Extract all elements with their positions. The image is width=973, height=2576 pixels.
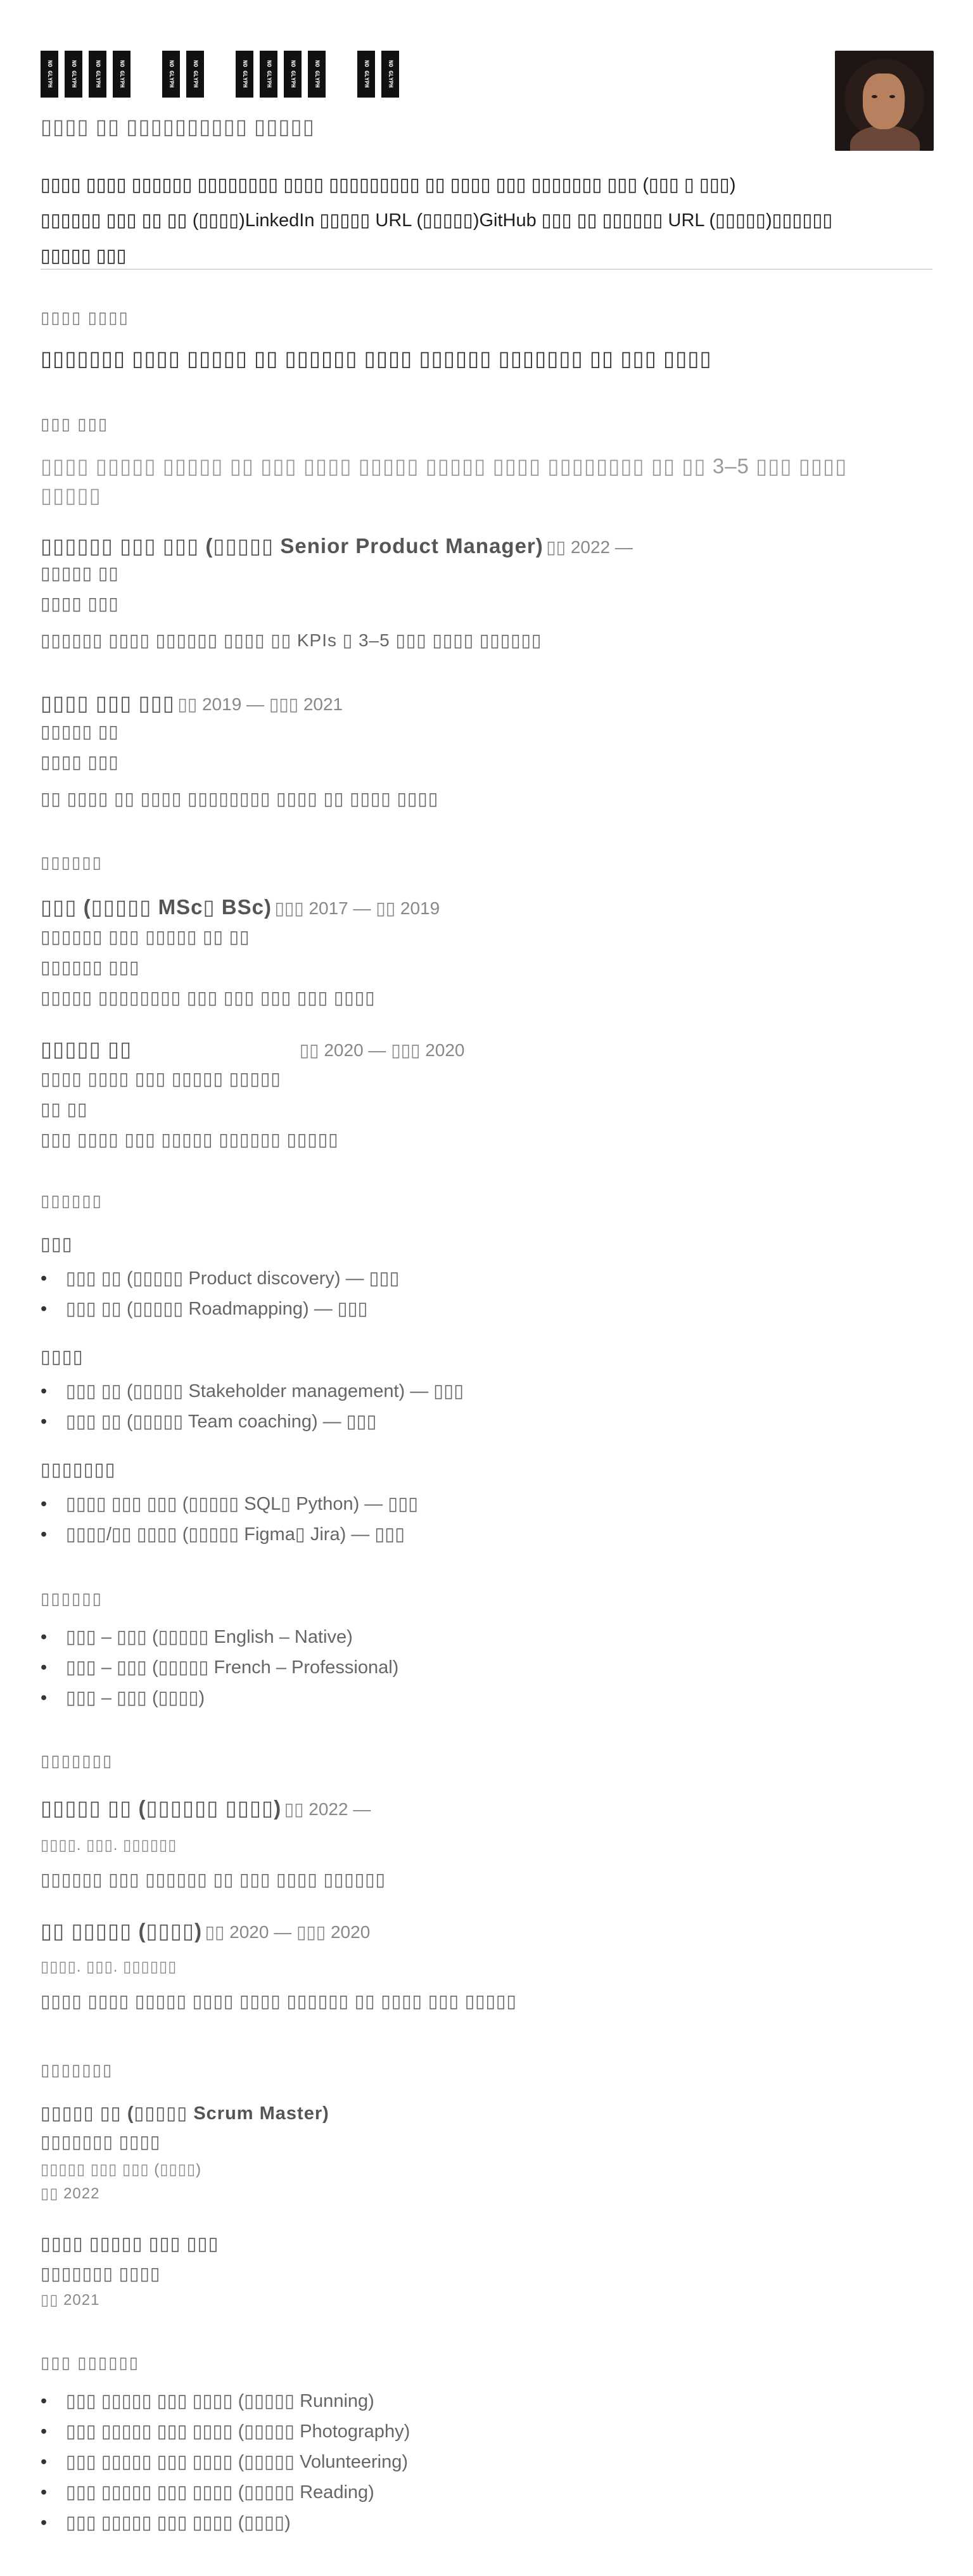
education-location: ▯▯ ▯▯ <box>41 1099 88 1119</box>
job-heading <box>41 533 633 558</box>
summary-text: ▯▯▯▯▯▯▯ ▯▯▯▯ ▯▯▯▯▯ ▯▯ ▯▯▯▯▯▯ ▯▯▯▯ ▯▯▯▯▯▯ ▯▯▯▯▯▯▯ ▯▯ ▯▯▯ ▯▯▯▯ <box>41 347 712 370</box>
name-glyph: NO GLYPH <box>381 51 399 98</box>
volunteer-heading-row <box>41 1918 370 1943</box>
name-glyph: NO GLYPH <box>41 51 58 98</box>
interest-item: • ▯▯▯ ▯▯▯▯▯ ▯▯▯ ▯▯▯▯ (▯▯▯▯▯ Running) <box>66 2386 410 2416</box>
skill-item: • ▯▯▯▯ ▯▯▯ ▯▯▯ (▯▯▯▯▯ SQL▯ Python) — ▯▯▯ <box>66 1489 418 1519</box>
volunteer-title: ▯▯▯▯▯ ▯▯ (▯▯▯▯▯▯ ▯▯▯▯) <box>41 1796 282 1820</box>
certificates-heading: ▯▯▯▯▯▯▯ <box>41 2060 113 2079</box>
volunteer-heading: ▯▯▯▯▯▯▯ <box>41 1751 113 1770</box>
job-subtitle: ▯▯▯▯ ▯▯ ▯▯▯▯▯▯▯▯▯▯ ▯▯▯▯▯ <box>41 115 315 138</box>
contact-block <box>41 167 927 274</box>
interest-item: • ▯▯▯ ▯▯▯▯▯ ▯▯▯ ▯▯▯▯ (▯▯▯▯▯ Photography) <box>66 2416 410 2447</box>
education-description: ▯▯▯▯▯ ▯▯▯▯▯▯▯▯ ▯▯▯ ▯▯▯ ▯▯▯ ▯▯▯ ▯▯▯▯ <box>41 988 376 1007</box>
interest-item: • ▯▯▯ ▯▯▯▯▯ ▯▯▯ ▯▯▯▯ (▯▯▯▯) <box>66 2508 410 2538</box>
skill-list <box>66 1263 400 1324</box>
job-heading <box>41 691 343 715</box>
job-title: ▯▯▯▯▯▯ ▯▯▯ ▯▯▯ (▯▯▯▯▯ Senior Product Manager) <box>41 534 544 558</box>
skill-group-name: ▯▯▯▯▯▯▯ <box>41 1460 116 1480</box>
volunteer-org: ▯▯▯▯. ▯▯▯. ▯▯▯▯▯▯ <box>41 1837 177 1854</box>
skill-item: • ▯▯▯▯/▯▯ ▯▯▯▯ (▯▯▯▯▯ Figma▯ Jira) — ▯▯▯ <box>66 1519 418 1550</box>
name-space <box>332 51 351 98</box>
contact-line: ▯▯▯▯▯ ▯▯▯ <box>41 246 127 266</box>
education-school: ▯▯▯▯ ▯▯▯▯ ▯▯▯ ▯▯▯▯▯ ▯▯▯▯▯ <box>41 1069 281 1088</box>
summary-heading: ▯▯▯▯ ▯▯▯▯ <box>41 308 129 327</box>
skill-item: • ▯▯▯ ▯▯ (▯▯▯▯▯ Team coaching) — ▯▯▯ <box>66 1406 464 1437</box>
volunteer-date: ▯▯ 2020 — ▯▯▯ 2020 <box>205 1922 371 1942</box>
photo-shoulders <box>850 125 920 151</box>
job-date: ▯▯ 2019 — ▯▯▯ 2021 <box>177 694 343 714</box>
education-heading: ▯▯▯▯▯▯ <box>41 853 103 872</box>
photo-eye <box>889 95 895 98</box>
photo-face <box>863 73 905 129</box>
interests-heading: ▯▯▯ ▯▯▯▯▯▯ <box>41 2353 139 2372</box>
name-glyph: NO GLYPH <box>357 51 375 98</box>
name-glyph: NO GLYPH <box>186 51 204 98</box>
header-divider <box>41 269 932 270</box>
job-company: ▯▯▯▯▯ ▯▯ <box>41 563 119 583</box>
skill-group-name: ▯▯▯ <box>41 1234 73 1254</box>
volunteer-org: ▯▯▯▯. ▯▯▯. ▯▯▯▯▯▯ <box>41 1958 177 1975</box>
skill-group-name: ▯▯▯▯ <box>41 1347 84 1367</box>
education-date: ▯▯▯ 2017 — ▯▯ 2019 <box>274 898 440 918</box>
name-glyph: NO GLYPH <box>65 51 82 98</box>
name-glyph: NO GLYPH <box>113 51 130 98</box>
education-date: ▯▯ 2020 — ▯▯▯ 2020 <box>299 1040 465 1060</box>
certificate-note: ▯▯▯▯▯ ▯▯▯ ▯▯▯ (▯▯▯▯) <box>41 2161 202 2178</box>
job-title: ▯▯▯▯ ▯▯▯ ▯▯▯ <box>41 691 175 715</box>
job-date: ▯▯ 2022 — <box>546 537 633 557</box>
language-item: • ▯▯▯ – ▯▯▯ (▯▯▯▯▯ English – Native) <box>66 1622 398 1652</box>
volunteer-description: ▯▯▯▯▯▯ ▯▯▯ ▯▯▯▯▯▯ ▯▯ ▯▯▯ ▯▯▯▯ ▯▯▯▯▯▯ <box>41 1870 386 1889</box>
education-title: ▯▯▯▯▯ ▯▯ <box>41 1037 132 1061</box>
certificate-title: ▯▯▯▯▯ ▯▯ (▯▯▯▯▯ Scrum Master) <box>41 2103 329 2124</box>
name-glyph: NO GLYPH <box>162 51 180 98</box>
education-school: ▯▯▯▯▯▯ ▯▯▯ ▯▯▯▯▯ ▯▯ ▯▯ <box>41 927 250 947</box>
skill-item: • ▯▯▯ ▯▯ (▯▯▯▯▯ Product discovery) — ▯▯▯ <box>66 1263 400 1294</box>
volunteer-description: ▯▯▯▯ ▯▯▯▯ ▯▯▯▯▯ ▯▯▯▯ ▯▯▯▯ ▯▯▯▯▯▯ ▯▯ ▯▯▯▯ ▯▯▯ ▯▯▯▯▯ <box>41 1991 517 2011</box>
job-description: ▯▯▯▯▯▯ ▯▯▯▯ ▯▯▯▯▯▯ ▯▯▯▯ ▯▯ KPIs ▯ 3–5 ▯▯▯ ▯▯▯▯ ▯▯▯▯▯▯ <box>41 630 542 650</box>
skill-item: • ▯▯▯ ▯▯ (▯▯▯▯▯ Roadmapping) — ▯▯▯ <box>66 1294 400 1324</box>
volunteer-date: ▯▯ 2022 — <box>284 1799 371 1819</box>
name-glyph: NO GLYPH <box>308 51 326 98</box>
name-glyph: NO GLYPH <box>236 51 253 98</box>
education-title: ▯▯▯ (▯▯▯▯▯ MSc▯ BSc) <box>41 895 272 919</box>
contact-line: ▯▯▯▯ ▯▯▯▯ ▯▯▯▯▯▯ ▯▯▯▯▯▯▯▯ ▯▯▯▯ ▯▯▯▯▯▯▯▯▯ ▯▯ ▯▯▯▯ ▯▯▯ ▯▯▯▯▯▯▯ ▯▯▯ (▯▯▯ ▯ ▯▯▯) <box>41 175 736 195</box>
education-heading-row <box>41 1036 465 1061</box>
profile-photo <box>835 51 934 151</box>
name-title <box>41 51 399 98</box>
certificate-date: ▯▯ 2021 <box>41 2292 100 2309</box>
education-heading-row <box>41 895 440 919</box>
photo-eye <box>872 95 877 98</box>
name-space <box>210 51 229 98</box>
name-glyph: NO GLYPH <box>284 51 302 98</box>
skill-list <box>66 1489 418 1550</box>
experience-intro: ▯▯▯▯ ▯▯▯▯▯ ▯▯▯▯▯ ▯▯ ▯▯▯ ▯▯▯▯ ▯▯▯▯▯ ▯▯▯▯▯ ▯▯▯▯ ▯▯▯▯▯▯▯▯ ▯▯ ▯▯ 3–5 ▯▯▯ ▯▯▯▯ <box>41 454 848 478</box>
certificate-title: ▯▯▯▯ ▯▯▯▯▯ ▯▯▯ ▯▯▯ <box>41 2234 219 2254</box>
interest-item: • ▯▯▯ ▯▯▯▯▯ ▯▯▯ ▯▯▯▯ (▯▯▯▯▯ Volunteering) <box>66 2447 410 2477</box>
language-list <box>66 1622 398 1713</box>
job-description: ▯▯ ▯▯▯▯ ▯▯ ▯▯▯▯ ▯▯▯▯▯▯▯▯ ▯▯▯▯ ▯▯ ▯▯▯▯ ▯▯▯▯ <box>41 789 439 808</box>
skill-item: • ▯▯▯ ▯▯ (▯▯▯▯▯ Stakeholder management) — ▯▯▯ <box>66 1376 464 1406</box>
job-location: ▯▯▯▯ ▯▯▯ <box>41 594 119 613</box>
certificate-issuer: ▯▯▯▯▯▯▯ ▯▯▯▯ <box>41 2264 161 2283</box>
education-description: ▯▯▯ ▯▯▯▯ ▯▯▯ ▯▯▯▯▯ ▯▯▯▯▯▯ ▯▯▯▯▯ <box>41 1130 339 1149</box>
volunteer-heading-row <box>41 1795 371 1820</box>
job-location: ▯▯▯▯ ▯▯▯ <box>41 752 119 772</box>
job-company: ▯▯▯▯▯ ▯▯ <box>41 722 119 741</box>
experience-intro-cont: ▯▯▯▯▯ <box>41 483 101 507</box>
language-item: • ▯▯▯ – ▯▯▯ (▯▯▯▯) <box>66 1683 398 1713</box>
certificate-date: ▯▯ 2022 <box>41 2185 100 2202</box>
experience-heading: ▯▯▯ ▯▯▯ <box>41 414 109 433</box>
interest-list <box>66 2386 410 2538</box>
skill-list <box>66 1376 464 1437</box>
education-location: ▯▯▯▯▯▯ ▯▯▯ <box>41 957 140 977</box>
name-space <box>137 51 156 98</box>
name-glyph: NO GLYPH <box>89 51 106 98</box>
skills-heading: ▯▯▯▯▯▯ <box>41 1191 103 1210</box>
interest-item: • ▯▯▯ ▯▯▯▯▯ ▯▯▯ ▯▯▯▯ (▯▯▯▯▯ Reading) <box>66 2477 410 2508</box>
name-glyph: NO GLYPH <box>260 51 277 98</box>
certificate-issuer: ▯▯▯▯▯▯▯ ▯▯▯▯ <box>41 2132 161 2152</box>
contact-links[interactable]: ▯▯▯▯▯▯ ▯▯▯ ▯▯ ▯▯ (▯▯▯▯)LinkedIn ▯▯▯▯▯ URL (▯▯▯▯▯)GitHub ▯▯▯ ▯▯ ▯▯▯▯▯▯ URL (▯▯▯▯▯)▯▯▯▯▯▯ <box>41 210 833 231</box>
language-item: • ▯▯▯ – ▯▯▯ (▯▯▯▯▯ French – Professional) <box>66 1652 398 1683</box>
volunteer-title: ▯▯ ▯▯▯▯▯ (▯▯▯▯) <box>41 1919 203 1942</box>
languages-heading: ▯▯▯▯▯▯ <box>41 1589 103 1608</box>
